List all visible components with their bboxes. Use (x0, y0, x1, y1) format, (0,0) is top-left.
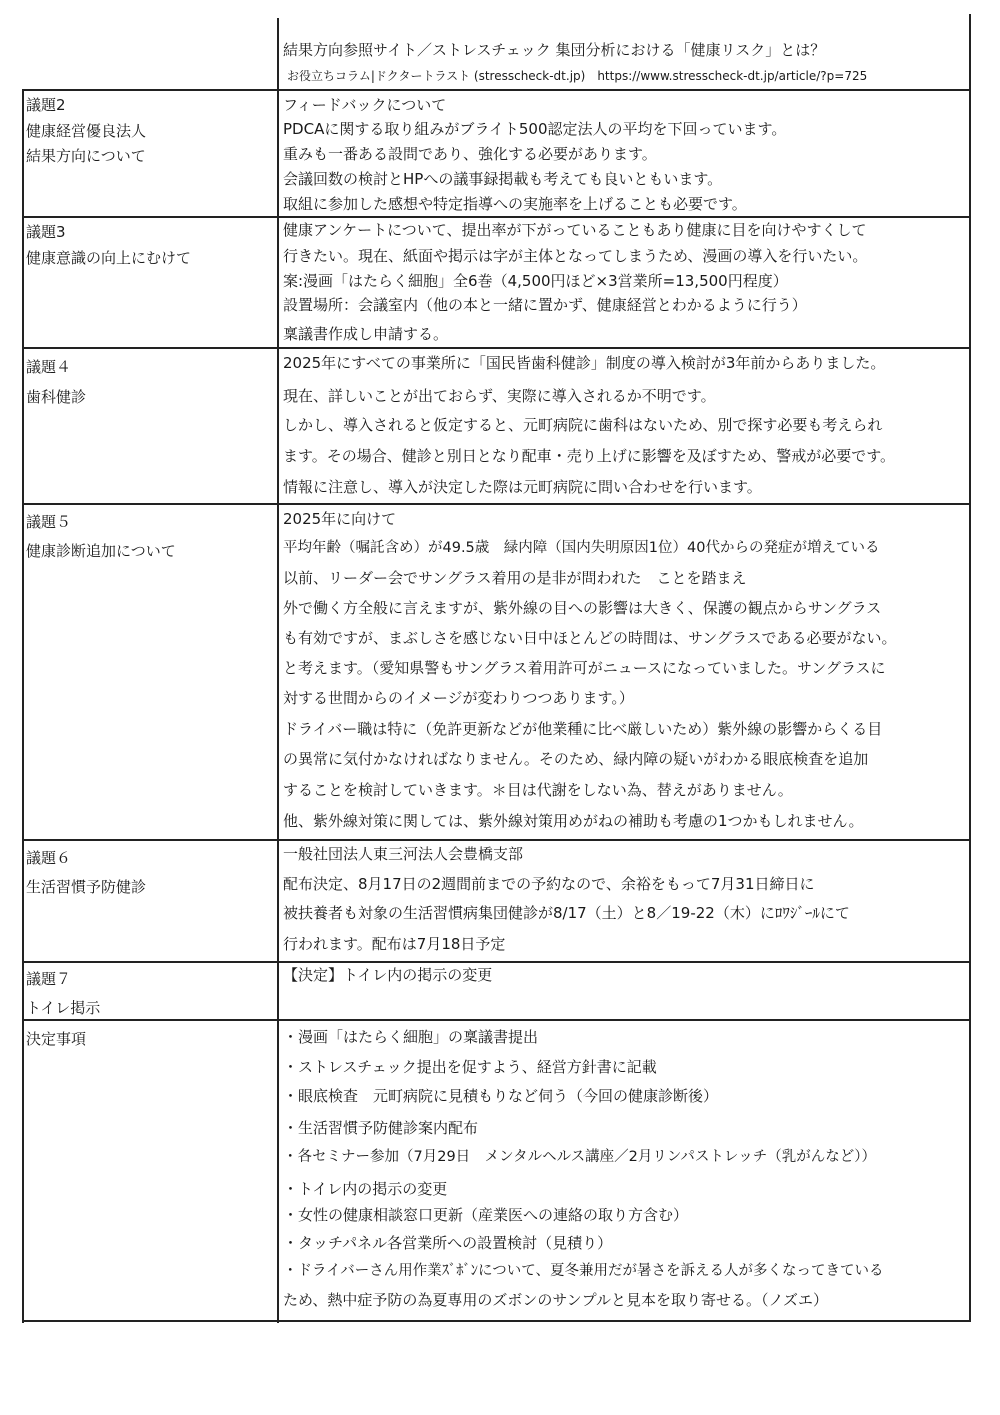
agenda-4-title-cell (26, 358, 274, 501)
body-line: 他、紫外線対策に関しては、紫外線対策用めがねの補助も考慮の1つかもしれません。 (283, 812, 864, 830)
row-divider (22, 89, 971, 91)
decision-item: ため、熱中症予防の為夏専用のズボンのサンプルと見本を取り寄せる。（ノズエ） (283, 1291, 828, 1309)
body-line: しかし、導入されると仮定すると、元町病院に歯科はないため、別で探す必要も考えられ (283, 416, 883, 434)
agenda-title: 歯科健診 (26, 388, 87, 406)
body-line: することを検討していきます。＊目は代謝をしない為、替えがありません。 (283, 781, 793, 799)
body-line: 健康アンケートについて、提出率が下がっていることもあり健康に目を向けやすくして (283, 221, 867, 239)
body-line: 会議回数の検討とHPへの議事録掲載も考えても良いともいます。 (283, 170, 723, 188)
agenda-7-title-cell (26, 970, 274, 1018)
agenda-title: 健康意識の向上にむけて (26, 249, 192, 267)
body-line: の異常に気付かなければなりません。そのため、緑内障の疑いがわかる眼底検査を追加 (283, 750, 869, 768)
decision-item: ・眼底検査 元町病院に見積もりなど伺う（今回の健康診断後） (283, 1087, 719, 1105)
agenda-5-title-cell (26, 513, 274, 837)
body-line: と考えます。（愛知県警もサングラス着用許可がニュースになっていました。サングラスに (283, 659, 886, 677)
row-divider (22, 1019, 971, 1021)
agenda-title: 結果方向について (26, 147, 146, 165)
agenda-number: 議題５ (26, 513, 72, 531)
agenda-title: 健康経営優良法人 (26, 122, 147, 140)
agenda-title: トイレ掲示 (26, 999, 101, 1017)
decision-item: ・トイレ内の掲示の変更 (283, 1180, 448, 1198)
row-divider (22, 347, 971, 349)
body-line: 以前、リーダー会でサングラス着用の是非が問われた ことを踏まえ (283, 569, 747, 587)
body-line: 重みも一番ある設問であり、強化する必要があります。 (283, 145, 657, 163)
decisions-title-cell (26, 1030, 274, 1318)
agenda-3-body-cell (283, 223, 978, 345)
body-line: 外で働く方全般に言えますが、紫外線の目への影響は大きく、保護の観点からサングラス (283, 599, 882, 617)
agenda-7-body-cell (283, 968, 978, 1016)
row-divider (22, 961, 971, 963)
body-line: 情報に注意し、導入が決定した際は元町病院に問い合わせを行います。 (283, 478, 762, 496)
agenda-6-title-cell (26, 849, 274, 959)
reference-site-cell (283, 40, 978, 88)
agenda-2-body-cell (283, 96, 978, 214)
row-divider (22, 839, 971, 841)
agenda-number: 議題3 (26, 223, 66, 241)
body-line: 被扶養者も対象の生活習慣病集団健診が8/17（土）と8／19-22（木）にﾛﾜｼﾞｰﾙにて (283, 904, 850, 922)
body-line: 現在、詳しいことが出ておらず、実際に導入されるか不明です。 (283, 387, 716, 405)
agenda-number: 議題７ (26, 970, 72, 988)
decisions-body-cell (283, 1028, 978, 1318)
table-border-bottom (22, 1320, 971, 1322)
body-line: フィードバックについて (283, 96, 447, 114)
reference-site-title: 結果方向参照サイト／ストレスチェック 集団分析における「健康リスク」とは？ (283, 41, 826, 59)
table-column-divider (277, 18, 279, 1323)
row-divider (22, 503, 971, 505)
body-line: 対する世間からのイメージが変わりつつあります。） (283, 689, 634, 707)
agenda-2-title-cell (26, 96, 274, 214)
decision-item: ・女性の健康相談窓口更新（産業医への連絡の取り方含む） (283, 1206, 689, 1224)
decision-item: ・タッチパネル各営業所への設置検討（見積り） (283, 1234, 613, 1252)
decisions-title: 決定事項 (26, 1030, 87, 1048)
agenda-6-body-cell (283, 847, 978, 959)
body-line: 稟議書作成し申請する。 (283, 325, 449, 343)
agenda-number: 議題2 (26, 96, 66, 114)
decision-item: ・ストレスチェック提出を促すよう、経営方針書に記載 (283, 1058, 657, 1076)
decision-item: ・生活習慣予防健診案内配布 (283, 1119, 479, 1137)
body-line: 2025年に向けて (283, 510, 397, 528)
reference-site-link[interactable]: お役立ちコラム|ドクタートラスト (stresscheck-dt.jp) https://www.stresscheck-dt.jp/article/?p=725 (287, 69, 868, 83)
agenda-3-title-cell (26, 223, 274, 345)
decision-item: ・漫画「はたらく細胞」の稟議書提出 (283, 1028, 539, 1046)
body-line: 行きたい。現在、紙面や掲示は字が主体となってしまうため、漫画の導入を行いたい。 (283, 247, 868, 265)
agenda-number: 議題６ (26, 849, 72, 867)
body-line: 一般社団法人東三河法人会豊橋支部 (283, 845, 524, 863)
row-divider (22, 216, 971, 218)
body-line: PDCAに関する取り組みがブライト500認定法人の平均を下回っています。 (283, 120, 787, 138)
agenda-number: 議題４ (26, 358, 72, 376)
agenda-4-body-cell (283, 356, 978, 501)
body-line: 【決定】トイレ内の掲示の変更 (283, 966, 493, 984)
body-line: 2025年にすべての事業所に「国民皆歯科健診」制度の導入検討が3年前からありました。 (283, 354, 886, 372)
body-line: 取組に参加した感想や特定指導への実施率を上げることも必要です。 (283, 195, 747, 213)
body-line: ドライバー職は特に（免許更新などが他業種に比べ厳しいため）紫外線の影響からくる目 (283, 720, 883, 738)
agenda-5-body-cell (283, 512, 978, 837)
body-line: も有効ですが、まぶしさを感じない日中ほとんどの時間は、サングラスである必要がない。 (283, 629, 897, 647)
body-line: 行われます。配布は7月18日予定 (283, 935, 506, 953)
body-line: 平均年齢（嘱託含め）が49.5歳 緑内障（国内失明原因1位）40代からの発症が増えている (283, 540, 880, 556)
table-border-left (22, 89, 24, 1323)
decision-item: ・ドライバーさん用作業ｽﾞﾎﾞﾝについて、夏冬兼用だが暑さを訴える人が多くなってきている (283, 1263, 884, 1279)
body-line: ます。その場合、健診と別日となり配車・売り上げに影響を及ぼすため、警戒が必要です。 (283, 447, 896, 465)
body-line: 配布決定、8月17日の2週間前までの予約なので、余裕をもって7月31日締日に (283, 875, 815, 893)
agenda-title: 健康診断追加について (26, 542, 176, 560)
decision-item: ・各セミナー参加（7月29日 メンタルヘルス講座／2月リンパストレッチ（乳がんなど）） (283, 1149, 876, 1165)
body-line: 設置場所：会議室内（他の本と一緒に置かず、健康経営とわかるように行う） (283, 296, 807, 314)
agenda-title: 生活習慣予防健診 (26, 878, 147, 896)
body-line: 案:漫画「はたらく細胞」全6巻（4,500円ほど×3営業所=13,500円程度） (283, 272, 788, 290)
